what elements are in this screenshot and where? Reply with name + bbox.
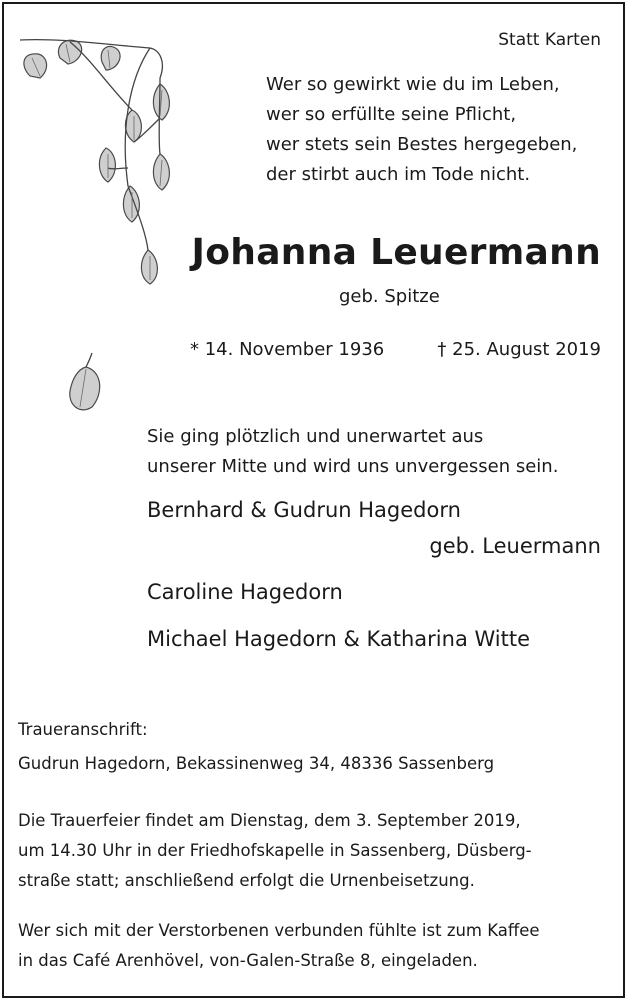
- ceremony-line: Die Trauerfeier findet am Dienstag, dem 3. September 2019,: [18, 811, 521, 830]
- header-note: Statt Karten: [498, 30, 601, 50]
- mourner-line-1-maiden: geb. Leuermann: [429, 534, 601, 558]
- ceremony-line: straße statt; anschließend erfolgt die Urnenbeisetzung.: [18, 871, 475, 890]
- statement-line: Sie ging plötzlich und unerwartet aus: [147, 426, 484, 447]
- mourner-line-1: Bernhard & Gudrun Hagedorn: [147, 498, 461, 522]
- invitation-line: Wer sich mit der Verstorbenen verbunden fühlte ist zum Kaffee: [18, 921, 540, 940]
- ceremony-line: um 14.30 Uhr in der Friedhofskapelle in Sassenberg, Düsberg-: [18, 841, 532, 860]
- obituary-notice: [2, 2, 625, 998]
- statement-line: unserer Mitte und wird uns unvergessen sein.: [147, 456, 559, 477]
- poem-line: der stirbt auch im Tode nicht.: [266, 164, 531, 185]
- poem-line: wer stets sein Bestes hergegeben,: [266, 134, 578, 155]
- address-text: Gudrun Hagedorn, Bekassinenweg 34, 48336 Sassenberg: [18, 754, 495, 773]
- death-date: † 25. August 2019: [437, 339, 601, 360]
- mourner-line-2: Caroline Hagedorn: [147, 580, 343, 604]
- birth-date: * 14. November 1936: [190, 339, 385, 360]
- deceased-name: Johanna Leuermann: [191, 232, 601, 273]
- poem-line: wer so erfüllte seine Pflicht,: [266, 104, 517, 125]
- poem-line: Wer so gewirkt wie du im Leben,: [266, 74, 560, 95]
- poem: [266, 70, 577, 190]
- invitation-line: in das Café Arenhövel, von-Galen-Straße 8, eingeladen.: [18, 951, 478, 970]
- invitation: [18, 916, 540, 976]
- mourner-line-3: Michael Hagedorn & Katharina Witte: [147, 627, 531, 651]
- ceremony-info: [18, 806, 532, 896]
- statement: [147, 422, 558, 482]
- maiden-name: geb. Spitze: [339, 286, 440, 307]
- address-label: Traueranschrift:: [18, 720, 148, 739]
- birch-leaf-illustration: [62, 349, 108, 419]
- birch-branch-illustration: [10, 18, 180, 288]
